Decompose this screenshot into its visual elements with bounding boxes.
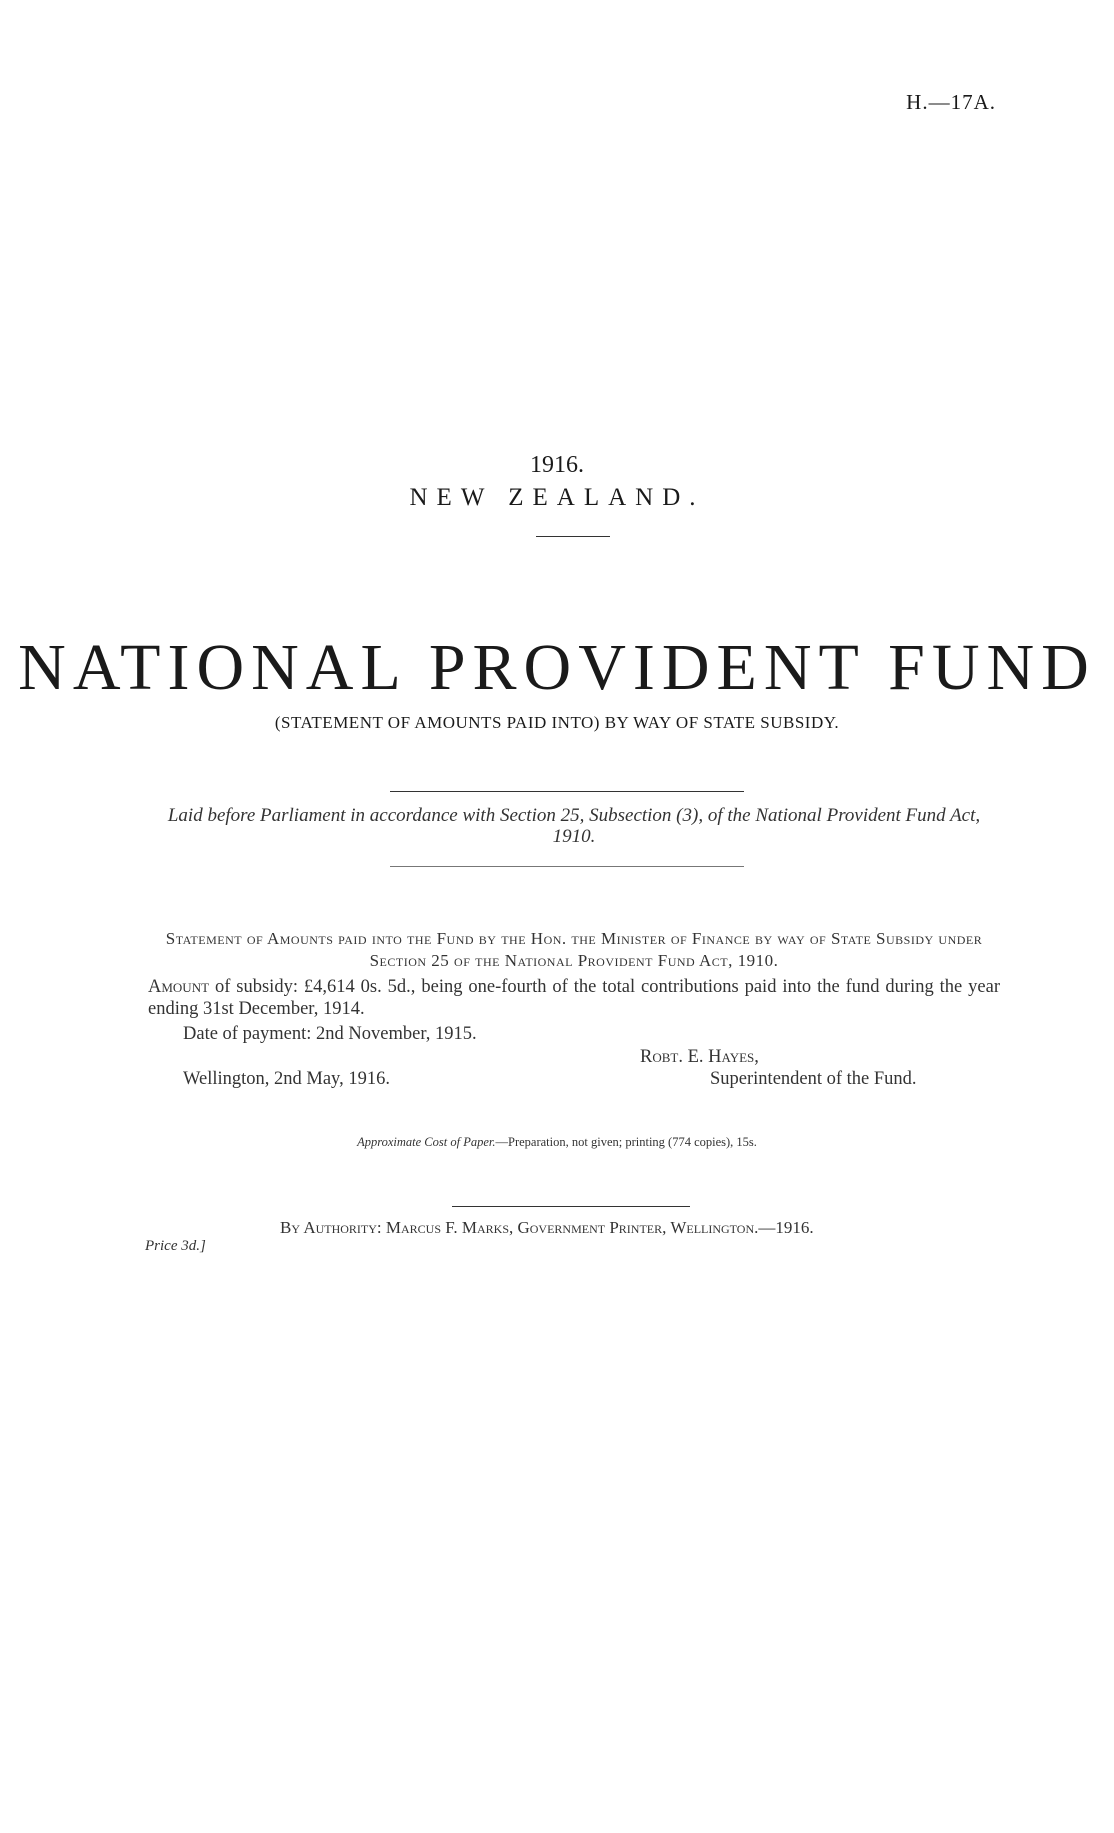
masthead-divider xyxy=(536,536,610,537)
cost-label: Approximate Cost of Paper. xyxy=(357,1135,496,1149)
price: Price 3d.] xyxy=(145,1238,206,1254)
amount-label: Amount xyxy=(148,977,210,997)
printer-authority: By Authority: Marcus F. Marks, Government Printer, Wellington.—1916. xyxy=(280,1218,814,1237)
laid-before-parliament-note: Laid before Parliament in accordance with Section 25, Subsection (3), of the National Provident Fund Act, 1910. xyxy=(167,805,981,847)
footer-divider xyxy=(452,1206,690,1207)
subsidy-amount-paragraph xyxy=(148,976,1000,1020)
publication-year: 1916. xyxy=(530,452,584,478)
document-subtitle: (STATEMENT OF AMOUNTS PAID INTO) BY WAY OF STATE SUBSIDY. xyxy=(274,713,840,732)
payment-date: Date of payment: 2nd November, 1915. xyxy=(183,1024,477,1044)
title-divider-bottom xyxy=(390,866,744,867)
country-heading: NEW ZEALAND. xyxy=(409,484,705,511)
signatory-name: Robt. E. Hayes, xyxy=(640,1047,759,1067)
document-title: NATIONAL PROVIDENT FUND xyxy=(18,631,1096,704)
title-divider-top xyxy=(390,791,744,792)
statement-heading: Statement of Amounts paid into the Fund by the Hon. the Minister of Finance by way of State Subsidy under Section 25 of the National Provident Fund Act, 1910. xyxy=(165,929,983,970)
place-and-date: Wellington, 2nd May, 1916. xyxy=(183,1069,390,1089)
amount-text: of subsidy: £4,614 0s. 5d., being one-fourth of the total contributions paid into the fund during the year ending 31st December, 1914. xyxy=(148,977,1000,1019)
document-reference: H.—17A. xyxy=(906,90,996,114)
cost-text: —Preparation, not given; printing (774 copies), 15s. xyxy=(495,1135,757,1149)
signatory-role: Superintendent of the Fund. xyxy=(710,1069,917,1089)
cost-of-paper-note xyxy=(0,1135,1114,1150)
